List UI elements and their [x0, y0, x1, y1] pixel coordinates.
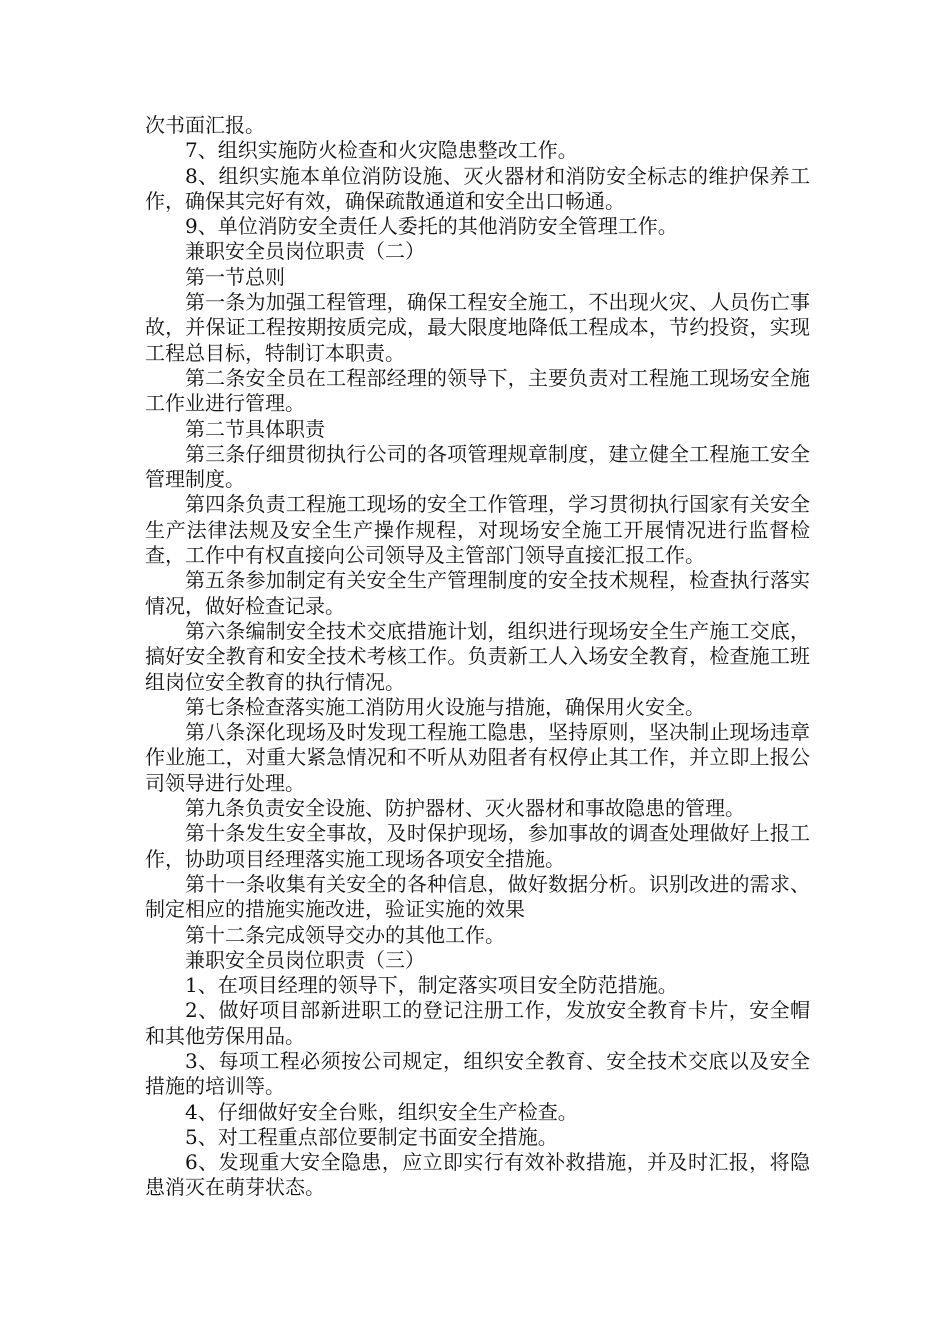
paragraph: 第八条深化现场及时发现工程施工隐患，坚持原则，坚决制止现场违章作业施工，对重大紧急情况和不听从劝阻者有权停止其工作，并立即上报公司领导进行处理。 — [145, 720, 810, 795]
paragraph: 第五条参加制定有关安全生产管理制度的安全技术规程，检查执行落实情况，做好检查记录。 — [145, 568, 810, 618]
paragraph: 5、对工程重点部位要制定书面安全措施。 — [185, 1124, 558, 1149]
paragraph: 第十一条收集有关安全的各种信息，做好数据分析。识别改进的需求、制定相应的措施实施改进，验证实施的效果 — [145, 871, 810, 922]
paragraph: 7、组织实施防火检查和火灾隐患整改工作。 — [185, 138, 578, 163]
paragraph: 6、发现重大安全隐患，应立即实行有效补救措施，并及时汇报，将隐患消灭在萌芽状态。 — [145, 1150, 810, 1200]
paragraph: 第十二条完成领导交办的其他工作。 — [185, 922, 505, 947]
paragraph: 第七条检查落实施工消防用火设施与措施，确保用火安全。 — [185, 694, 705, 719]
section-heading: 兼职安全员岗位职责（二） — [185, 239, 425, 264]
paragraph: 3、每项工程必须按公司规定，组织安全教育、安全技术交底以及安全措施的培训等。 — [145, 1048, 810, 1099]
paragraph: 第二条安全员在工程部经理的领导下，主要负责对工程施工现场安全施工作业进行管理。 — [145, 365, 810, 416]
section-heading: 兼职安全员岗位职责（三） — [185, 947, 425, 972]
paragraph: 第一条为加强工程管理，确保工程安全施工，不出现火灾、人员伤亡事故，并保证工程按期按质完成，最大限度地降低工程成本，节约投资，实现工程总目标，特制订本职责。 — [145, 290, 810, 365]
section-heading: 第二节具体职责 — [185, 416, 325, 441]
paragraph: 次书面汇报。 — [145, 113, 265, 137]
paragraph: 1、在项目经理的领导下，制定落实项目安全防范措施。 — [185, 973, 678, 998]
paragraph: 第九条负责安全设施、防护器材、灭火器材和事故隐患的管理。 — [185, 796, 745, 821]
section-heading: 第一节总则 — [185, 264, 285, 289]
paragraph: 9、单位消防安全责任人委托的其他消防安全管理工作。 — [185, 214, 678, 239]
paragraph: 第四条负责工程施工现场的安全工作管理，学习贯彻执行国家有关安全生产法律法规及安全生产操作规程，对现场安全施工开展情况进行监督检查，工作中有权直接向公司领导及主管部门领导直接汇报工作。 — [145, 492, 810, 568]
paragraph: 4、仔细做好安全台账，组织安全生产检查。 — [185, 1099, 578, 1124]
paragraph: 第六条编制安全技术交底措施计划，组织进行现场安全生产施工交底，搞好安全教育和安全技术考核工作。负责新工人入场安全教育，检查施工班组岗位安全教育的执行情况。 — [145, 618, 810, 694]
paragraph: 2、做好项目部新进职工的登记注册工作，发放安全教育卡片，安全帽和其他劳保用品。 — [145, 998, 810, 1048]
paragraph: 第十条发生安全事故，及时保护现场，参加事故的调查处理做好上报工作，协助项目经理落实施工现场各项安全措施。 — [145, 821, 810, 871]
paragraph: 第三条仔细贯彻执行公司的各项管理规章制度，建立健全工程施工安全管理制度。 — [145, 441, 810, 492]
document-body — [145, 113, 810, 1201]
paragraph: 8、组织实施本单位消防设施、灭火器材和消防安全标志的维护保养工作，确保其完好有效，确保疏散通道和安全出口畅通。 — [145, 163, 810, 213]
